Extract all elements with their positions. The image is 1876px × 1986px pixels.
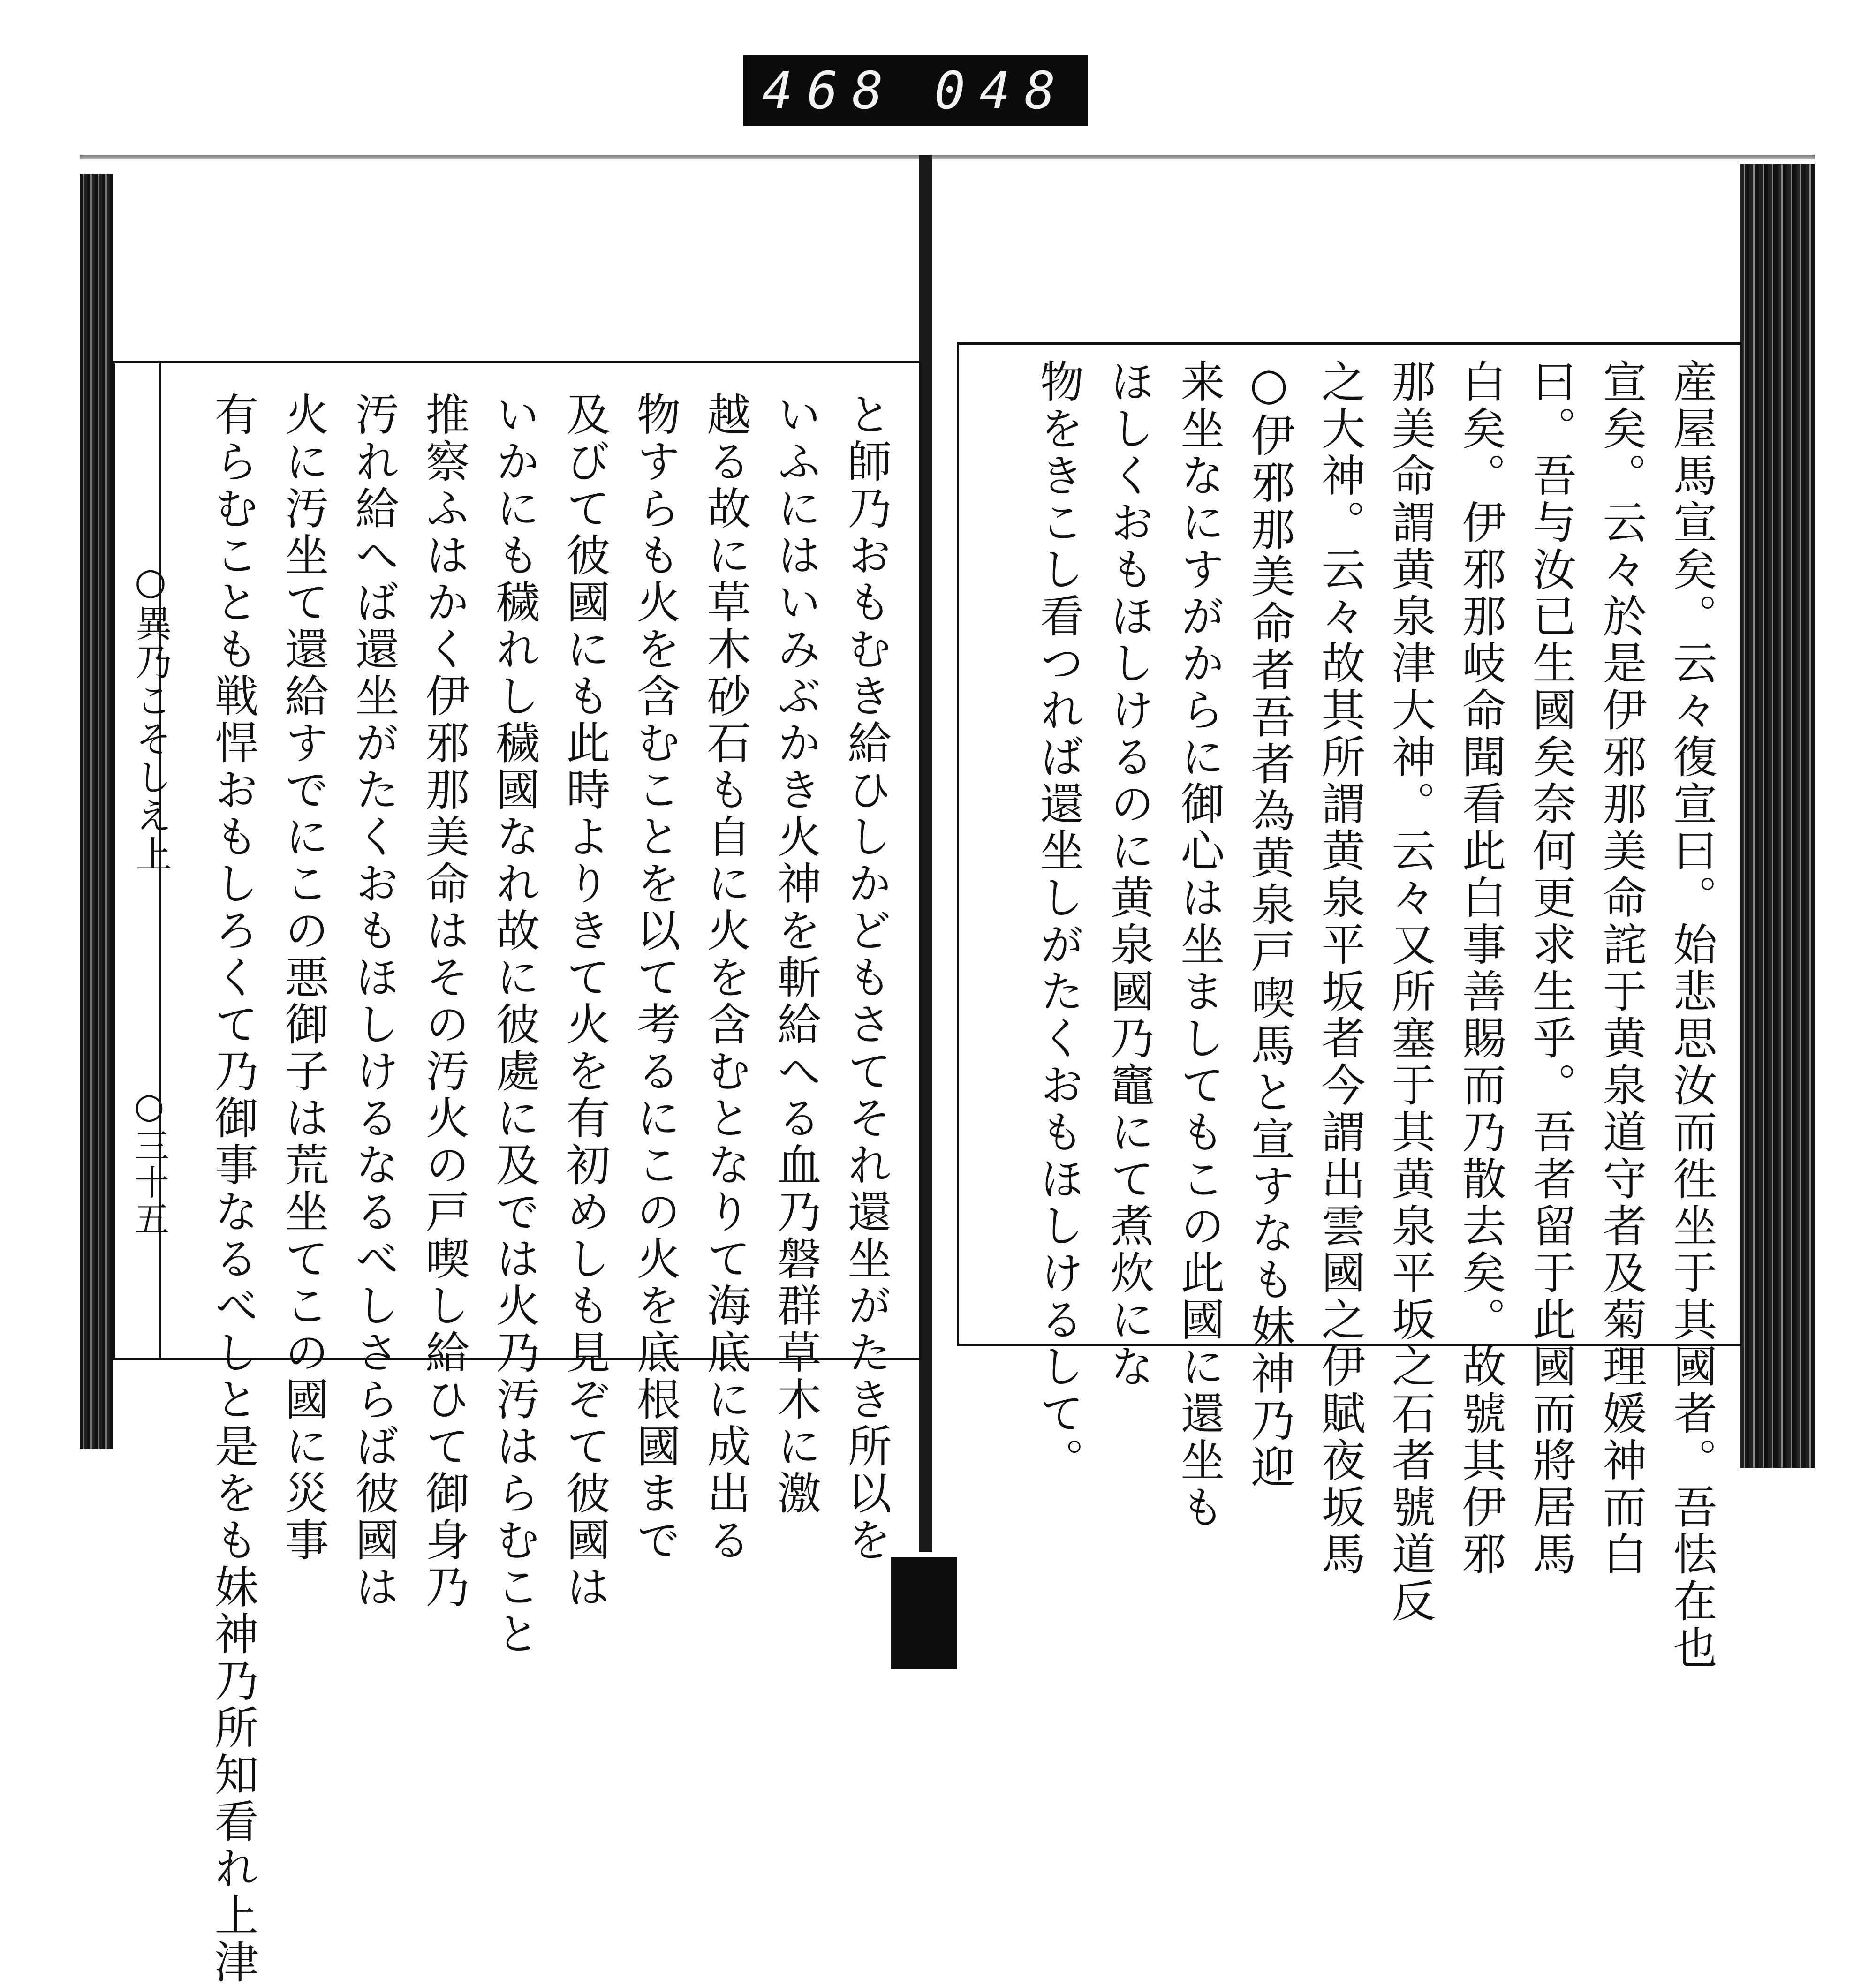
left-page xyxy=(113,361,922,1986)
text-column: 白矣。伊邪那岐命聞看此白事善賜而乃散去矣。故號其伊邪 xyxy=(1454,359,1505,1578)
right-page xyxy=(957,342,1742,1672)
text-column: 推察ふはかく伊邪那美命はその汚火の戸喫し給ひて御身乃 xyxy=(418,392,469,1611)
binding-tab xyxy=(891,1557,957,1669)
text-column: ほしくおもほしけるのに黄泉國乃竈にて煮炊にな xyxy=(1103,359,1154,1390)
text-column: 産屋馬宣矣。云々復宣曰。始悲思汝而徃坐于其國者。吾怯在也 xyxy=(1665,359,1717,1672)
text-column: いかにも穢れし穢國なれ故に彼處に及では火乃汚はらむこと xyxy=(488,392,539,1658)
text-column: 火に汚坐て還給すでにこの悪御子は荒坐てこの國に災事 xyxy=(277,392,328,1564)
top-divider xyxy=(80,155,1815,159)
reel-frame-label xyxy=(743,55,1088,126)
text-column: 物をきこし看つれば還坐しがたくおもほしけるして。 xyxy=(1032,359,1083,1484)
right-page-edges xyxy=(1740,164,1815,1468)
text-column: 有らむことも戦悍おもしろくて乃御事なるべしと是をも妹神乃所知看れ上津 xyxy=(207,392,258,1986)
text-column: 宣矣。云々於是伊邪那美命詫于黄泉道守者及菊理媛神而白 xyxy=(1595,359,1646,1578)
frame-number: 048 xyxy=(934,60,1070,121)
text-column: 曰。吾与汝已生國矣奈何更求生乎。吾者留于此國而將居馬 xyxy=(1525,359,1576,1578)
book-spread xyxy=(80,155,1815,1986)
text-column: ○伊邪那美命者吾者為黄泉戸喫馬と宣すなも妹神乃迎 xyxy=(1243,359,1294,1491)
text-column: 物すらも火を含むことを以て考るにこの火を底根國まで xyxy=(629,392,680,1564)
text-column: いふにはいみぶかき火神を斬給へる血乃磐群草木に激 xyxy=(770,392,821,1517)
text-column: 来坐なにすがからに御心は坐ましてもこの此國に還坐も xyxy=(1173,359,1224,1531)
text-column: 汚れ給へば還坐がたくおもほしけるなるべしさらば彼國は xyxy=(348,392,399,1611)
reel-number: 468 xyxy=(762,60,898,121)
page-number: ○三十五 xyxy=(129,1086,169,1238)
text-column: 之大神。云々故其所謂黄泉平坂者今謂出雲國之伊賦夜坂馬 xyxy=(1314,359,1365,1578)
running-title: ○異乃こそしえ上 xyxy=(129,560,172,874)
right-page-text xyxy=(1022,359,1726,1672)
text-column: 那美命謂黄泉津大神。云々又所塞于其黄泉平坂之石者號道反 xyxy=(1384,359,1435,1625)
left-page-edges xyxy=(80,174,113,1449)
text-column: 及びて彼國にも此時よりきて火を有初めしも見ぞて彼國は xyxy=(559,392,610,1611)
text-column: と師乃おもむき給ひしかどもさてそれ還坐がたき所以を xyxy=(840,392,891,1564)
text-column: 越る故に草木砂石も自に火を含むとなりて海底に成出る xyxy=(699,392,750,1564)
left-page-text xyxy=(197,392,900,1986)
